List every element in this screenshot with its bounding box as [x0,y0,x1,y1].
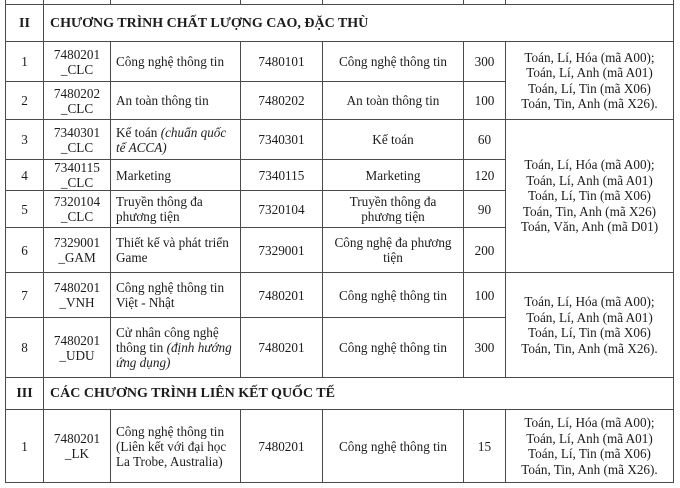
major-code: 7340301 [241,120,323,160]
program-name: Công nghệ thông tin [111,42,241,82]
table-row [6,42,674,82]
program-code: 7480201 _UDU [44,318,111,378]
quota: 60 [464,120,506,160]
program-code: 7480201 _VNH [44,273,111,318]
table-row [6,273,674,318]
table-row [6,120,674,160]
major-name: Công nghệ thông tin [323,42,464,82]
row-number: 1 [6,410,44,483]
major-code: 7480201 [241,273,323,318]
major-name: Kế toán [323,120,464,160]
major-code: 7480201 [241,410,323,483]
program-code: 7480201 _CLC [44,42,111,82]
program-code: 7480202 _CLC [44,82,111,120]
major-name: Truyền thông đa phương tiện [323,191,464,228]
quota: 100 [464,82,506,120]
major-name: Công nghệ thông tin [323,273,464,318]
row-number: 4 [6,160,44,191]
row-number: 3 [6,120,44,160]
section-title: CÁC CHƯƠNG TRÌNH LIÊN KẾT QUỐC TẾ [44,378,674,410]
admission-table [5,0,674,483]
major-name: Công nghệ đa phương tiện [323,228,464,273]
row-number: 1 [6,42,44,82]
section-header-iii [6,378,674,410]
program-name: Công nghệ thông tin (Liên kết với đại học La Trobe, Australia) [111,410,241,483]
subject-combinations: Toán, Lí, Hóa (mã A00); Toán, Lí, Anh (mã A01) Toán, Lí, Tin (mã X06) Toán, Tin, Anh (mã X26) Toán, Văn, Anh (mã D01) [506,120,674,273]
subject-combinations: Toán, Lí, Hóa (mã A00); Toán, Lí, Anh (mã A01) Toán, Lí, Tin (mã X06) Toán, Tin, Anh (mã X26). [506,410,674,483]
major-name: Marketing [323,160,464,191]
quota: 100 [464,273,506,318]
major-code: 7480101 [241,42,323,82]
program-code: 7329001 _GAM [44,228,111,273]
program-name: Marketing [111,160,241,191]
section-header-ii [6,5,674,42]
row-number: 5 [6,191,44,228]
quota: 120 [464,160,506,191]
section-title: CHƯƠNG TRÌNH CHẤT LƯỢNG CAO, ĐẶC THÙ [44,5,674,42]
program-name: Kế toán (chuẩn quốc tế ACCA) [111,120,241,160]
quota: 200 [464,228,506,273]
program-name: Thiết kế và phát triển Game [111,228,241,273]
subject-combinations: Toán, Lí, Hóa (mã A00); Toán, Lí, Anh (mã A01) Toán, Lí, Tin (mã X06) Toán, Tin, Anh (mã X26). [506,42,674,120]
program-code: 7480201 _LK [44,410,111,483]
program-code: 7320104 _CLC [44,191,111,228]
major-name: Công nghệ thông tin [323,318,464,378]
subject-combinations: Toán, Lí, Hóa (mã A00); Toán, Lí, Anh (mã A01) Toán, Lí, Tin (mã X06) Toán, Tin, Anh (mã X26). [506,273,674,378]
program-name: An toàn thông tin [111,82,241,120]
table-row [6,410,674,483]
section-roman: III [6,378,44,410]
program-name: Cử nhân công nghệ thông tin (định hướng ứng dụng) [111,318,241,378]
quota: 90 [464,191,506,228]
quota: 15 [464,410,506,483]
major-code: 7480201 [241,318,323,378]
major-code: 7320104 [241,191,323,228]
row-number: 6 [6,228,44,273]
major-code: 7480202 [241,82,323,120]
row-number: 8 [6,318,44,378]
major-name: An toàn thông tin [323,82,464,120]
major-code: 7340115 [241,160,323,191]
program-name: Truyền thông đa phương tiện [111,191,241,228]
program-code: 7340301 _CLC [44,120,111,160]
quota: 300 [464,42,506,82]
quota: 300 [464,318,506,378]
program-name: Công nghệ thông tin Việt - Nhật [111,273,241,318]
row-number: 2 [6,82,44,120]
program-code: 7340115 _CLC [44,160,111,191]
section-roman: II [6,5,44,42]
major-name: Công nghệ thông tin [323,410,464,483]
row-number: 7 [6,273,44,318]
major-code: 7329001 [241,228,323,273]
